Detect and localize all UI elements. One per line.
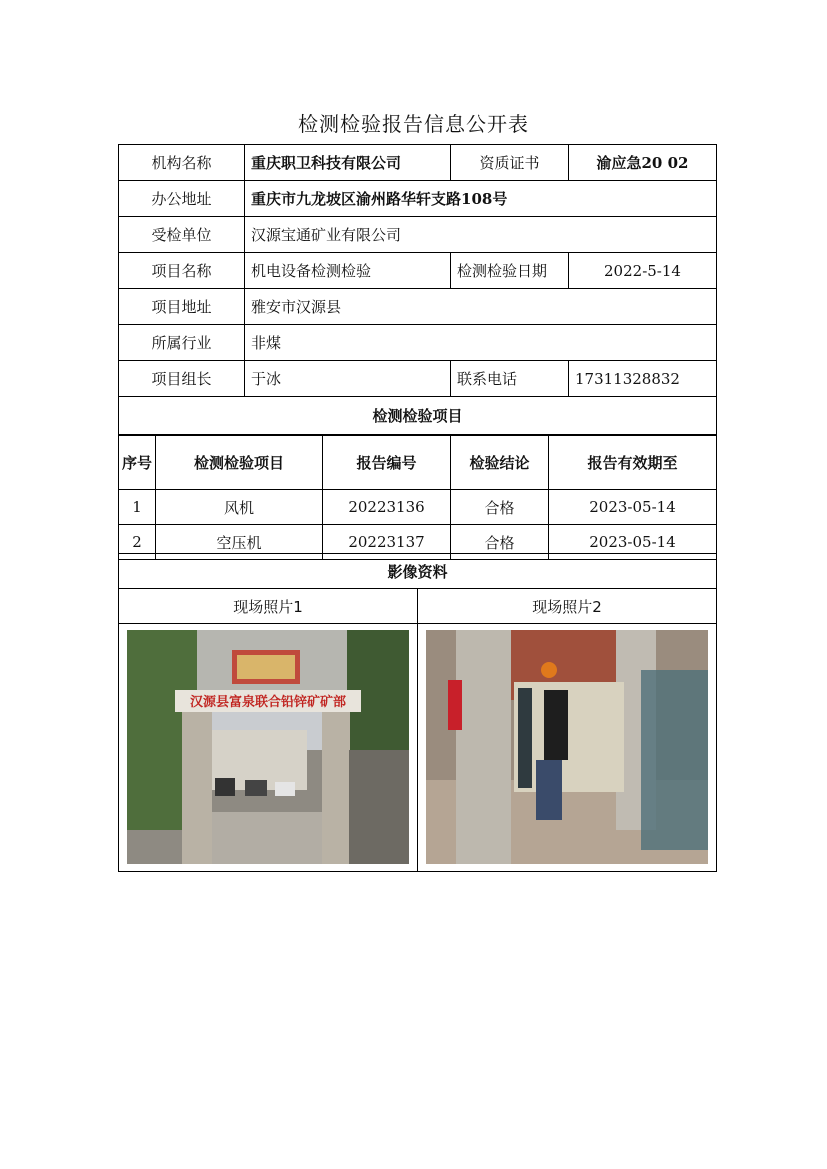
table-row	[119, 436, 717, 490]
table-row	[119, 145, 717, 181]
table-row	[119, 554, 717, 589]
org-value: 重庆职卫科技有限公司	[245, 145, 451, 181]
site-photo-1	[127, 630, 409, 864]
phone-value: 17311328832	[569, 361, 717, 397]
images-heading: 影像资料	[119, 554, 717, 589]
unit-value: 汉源宝通矿业有限公司	[245, 217, 717, 253]
table-row	[119, 589, 717, 624]
table-row	[119, 217, 717, 253]
cert-label: 资质证书	[451, 145, 569, 181]
table-row	[119, 181, 717, 217]
unit-label: 受检单位	[119, 217, 245, 253]
images-table	[118, 553, 717, 872]
page-title: 检测检验报告信息公开表	[298, 112, 529, 136]
table-row	[119, 253, 717, 289]
info-table	[118, 144, 717, 435]
row-result: 合格	[451, 490, 549, 525]
table-row	[119, 397, 717, 435]
row-no: 1	[119, 490, 156, 525]
cert-value: 渝应急20 02	[569, 145, 717, 181]
org-label: 机构名称	[119, 145, 245, 181]
phone-label: 联系电话	[451, 361, 569, 397]
row-item: 风机	[156, 490, 323, 525]
lead-label: 项目组长	[119, 361, 245, 397]
date-value: 2022-5-14	[569, 253, 717, 289]
row-valid: 2023-05-14	[549, 525, 717, 560]
loc-label: 项目地址	[119, 289, 245, 325]
col-valid-header: 报告有效期至	[549, 436, 717, 490]
lead-value: 于冰	[245, 361, 451, 397]
ind-value: 非煤	[245, 325, 717, 361]
table-row	[119, 490, 717, 525]
ind-label: 所属行业	[119, 325, 245, 361]
photo2-label: 现场照片2	[418, 589, 717, 624]
col-result-header: 检验结论	[451, 436, 549, 490]
sign-text: 汉源县富泉联合铅锌矿矿部	[189, 695, 347, 710]
addr-label: 办公地址	[119, 181, 245, 217]
row-no: 2	[119, 525, 156, 560]
table-row	[119, 361, 717, 397]
row-report: 20223137	[323, 525, 451, 560]
addr-value: 重庆市九龙坡区渝州路华轩支路108号	[245, 181, 717, 217]
date-label: 检测检验日期	[451, 253, 569, 289]
photo1-label: 现场照片1	[119, 589, 418, 624]
col-item-header: 检测检验项目	[156, 436, 323, 490]
table-row	[119, 325, 717, 361]
loc-value: 雅安市汉源县	[245, 289, 717, 325]
proj-value: 机电设备检测检验	[245, 253, 451, 289]
proj-label: 项目名称	[119, 253, 245, 289]
col-no-header: 序号	[119, 436, 156, 490]
row-item: 空压机	[156, 525, 323, 560]
items-table	[118, 435, 717, 560]
table-row	[119, 624, 717, 872]
site-photo-2	[426, 630, 708, 864]
row-report: 20223136	[323, 490, 451, 525]
row-result: 合格	[451, 525, 549, 560]
row-valid: 2023-05-14	[549, 490, 717, 525]
table-row	[119, 289, 717, 325]
items-heading: 检测检验项目	[119, 397, 717, 435]
col-report-header: 报告编号	[323, 436, 451, 490]
